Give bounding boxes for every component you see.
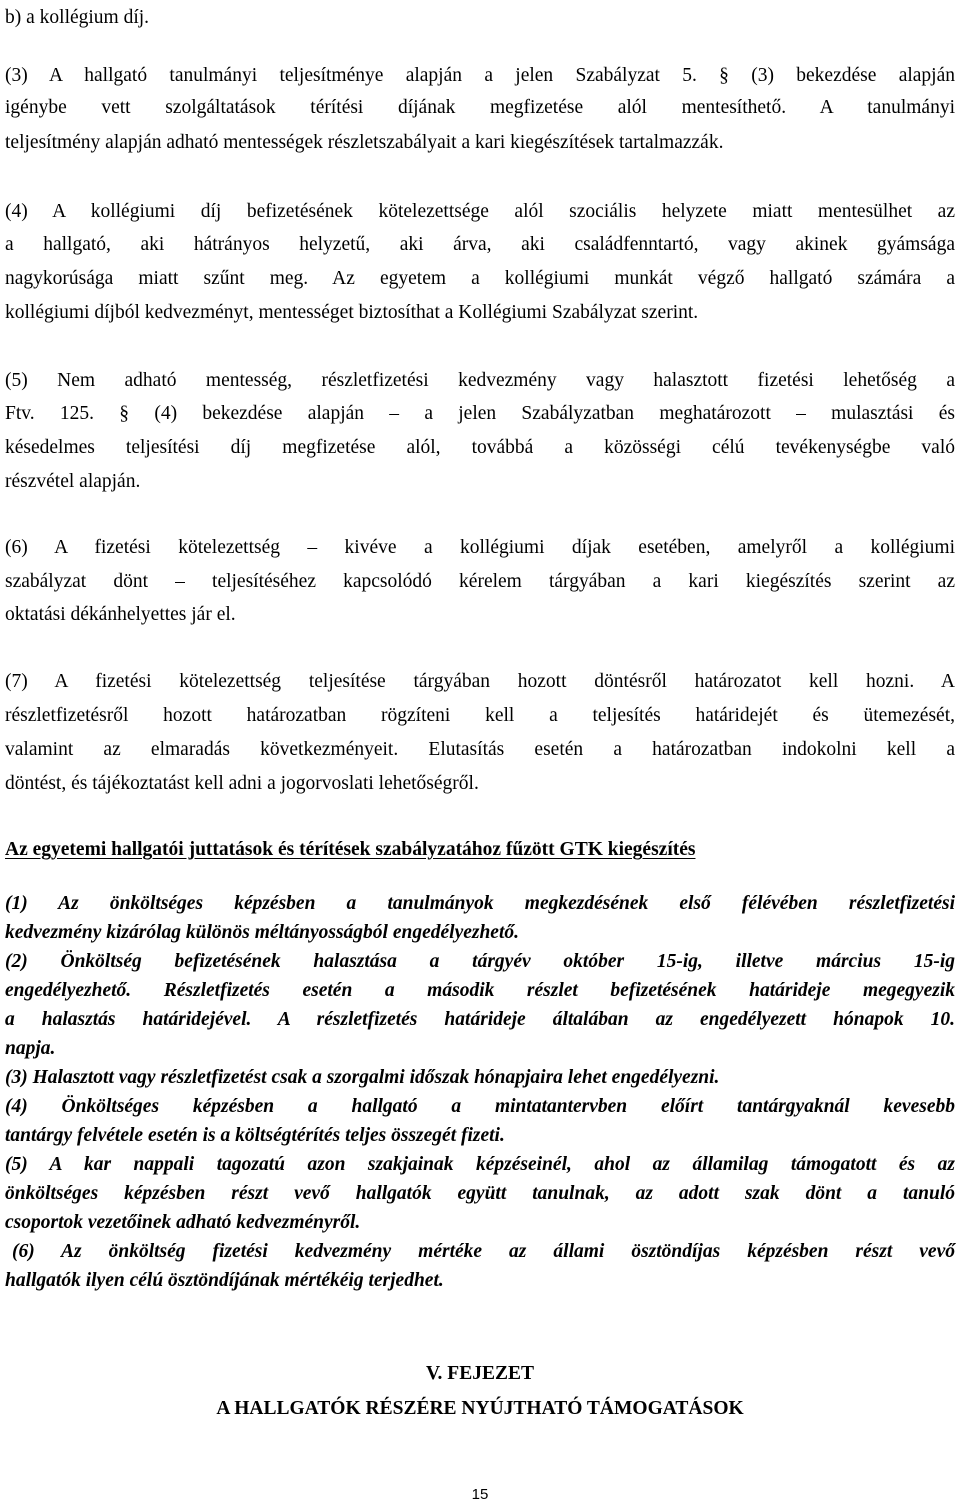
text-line: b) a kollégium díj. (5, 7, 150, 28)
text-line: késedelmes teljesítési díj megfizetése alól, továbbá a közösségi célú tevékenységbe való (5, 437, 955, 458)
text-line: (3) A hallgató tanulmányi teljesítménye alapján a jelen Szabályzat 5. § (3) bekezdése alapján (5, 65, 955, 86)
text-line: nagykorúsága miatt szűnt meg. Az egyetem a kollégiumi munkát végző hallgató számára a (5, 268, 955, 289)
text-line: a hallgató, aki hátrányos helyzetű, aki árva, aki családfenntartó, vagy akinek gyámsága (5, 234, 955, 255)
text-line: (5) A kar nappali tagozatú azon szakjainak képzéseinél, ahol az államilag támogatott és az (5, 1154, 955, 1175)
text-line: (4) Önköltséges képzésben a hallgató a mintatantervben előírt tantárgyaknál kevesebb (5, 1096, 955, 1117)
text-line: engedélyezhető. Részletfizetés esetén a második részlet befizetésének határideje megegyezik (5, 980, 955, 1001)
text-line: kedvezmény kizárólag különös méltányosságból engedélyezhető. (5, 922, 520, 943)
text-line: (1) Az önköltséges képzésben a tanulmányok megkezdésének első félévében részletfizetési (5, 893, 955, 914)
text-line: részletfizetésről hozott határozatban rögzíteni kell a teljesítés határidejét és ütemezését, (5, 705, 955, 726)
text-line: Ftv. 125. § (4) bekezdése alapján – a jelen Szabályzatban meghatározott – mulasztási és (5, 403, 955, 424)
text-line: (5) Nem adható mentesség, részletfizetési kedvezmény vagy halasztott fizetési lehetőség a (5, 370, 955, 391)
text-line: részvétel alapján. (5, 471, 141, 492)
text-line: (6) A fizetési kötelezettség – kivéve a kollégiumi díjak esetében, amelyről a kollégiumi (5, 537, 955, 558)
text-line: oktatási dékánhelyettes jár el. (5, 604, 236, 625)
text-line: (6) Az önköltség fizetési kedvezmény mértéke az állami ösztöndíjas képzésben részt vevő (12, 1241, 955, 1262)
section-heading: Az egyetemi hallgatói juttatások és térítések szabályzatához fűzött GTK kiegészítés (5, 839, 696, 860)
text-line: a halasztás határidejével. A részletfizetés határideje általában az engedélyezett hónapok 10. (5, 1009, 955, 1030)
text-line: napja. (5, 1038, 56, 1059)
text-line: hallgatók ilyen célú ösztöndíjának mértékéig terjedhet. (5, 1270, 444, 1291)
text-line: csoportok vezetőinek adható kedvezményről. (5, 1212, 361, 1233)
text-line: (7) A fizetési kötelezettség teljesítése tárgyában hozott döntésről határozatot kell hozni. A (5, 671, 955, 692)
text-line: (3) Halasztott vagy részletfizetést csak a szorgalmi időszak hónapjaira lehet engedélyezni. (5, 1067, 720, 1088)
text-line: igénybe vett szolgáltatások térítési díjának megfizetése alól mentesíthető. A tanulmányi (5, 97, 955, 118)
text-line: önköltséges képzésben részt vevő hallgatók együtt tanulnak, az adott szak dönt a tanuló (5, 1183, 955, 1204)
page-number: 15 (471, 1486, 489, 1503)
text-line: kollégiumi díjból kedvezményt, mentességet biztosíthat a Kollégiumi Szabályzat szerint. (5, 302, 699, 323)
chapter-title: A HALLGATÓK RÉSZÉRE NYÚJTHATÓ TÁMOGATÁSOK (216, 1398, 744, 1419)
text-line: tantárgy felvétele esetén is a költségtérítés teljes összegét fizeti. (5, 1125, 505, 1146)
text-line: döntést, és tájékoztatást kell adni a jogorvoslati lehetőségről. (5, 773, 479, 794)
chapter-number: V. FEJEZET (425, 1363, 534, 1384)
text-line: (2) Önköltség befizetésének halasztása a tárgyév október 15-ig, illetve március 15-ig (5, 951, 955, 972)
text-line: teljesítmény alapján adható mentességek részletszabályait a kari kiegészítések tartalmazzák. (5, 132, 724, 153)
text-line: (4) A kollégiumi díj befizetésének kötelezettsége alól szociális helyzete miatt mentesülhet az (5, 201, 955, 222)
text-line: szabályzat dönt – teljesítéséhez kapcsolódó kérelem tárgyában a kari kiegészítés szerint az (5, 571, 955, 592)
text-line: valamint az elmaradás következményeit. Elutasítás esetén a határozatban indokolni kell a (5, 739, 955, 760)
